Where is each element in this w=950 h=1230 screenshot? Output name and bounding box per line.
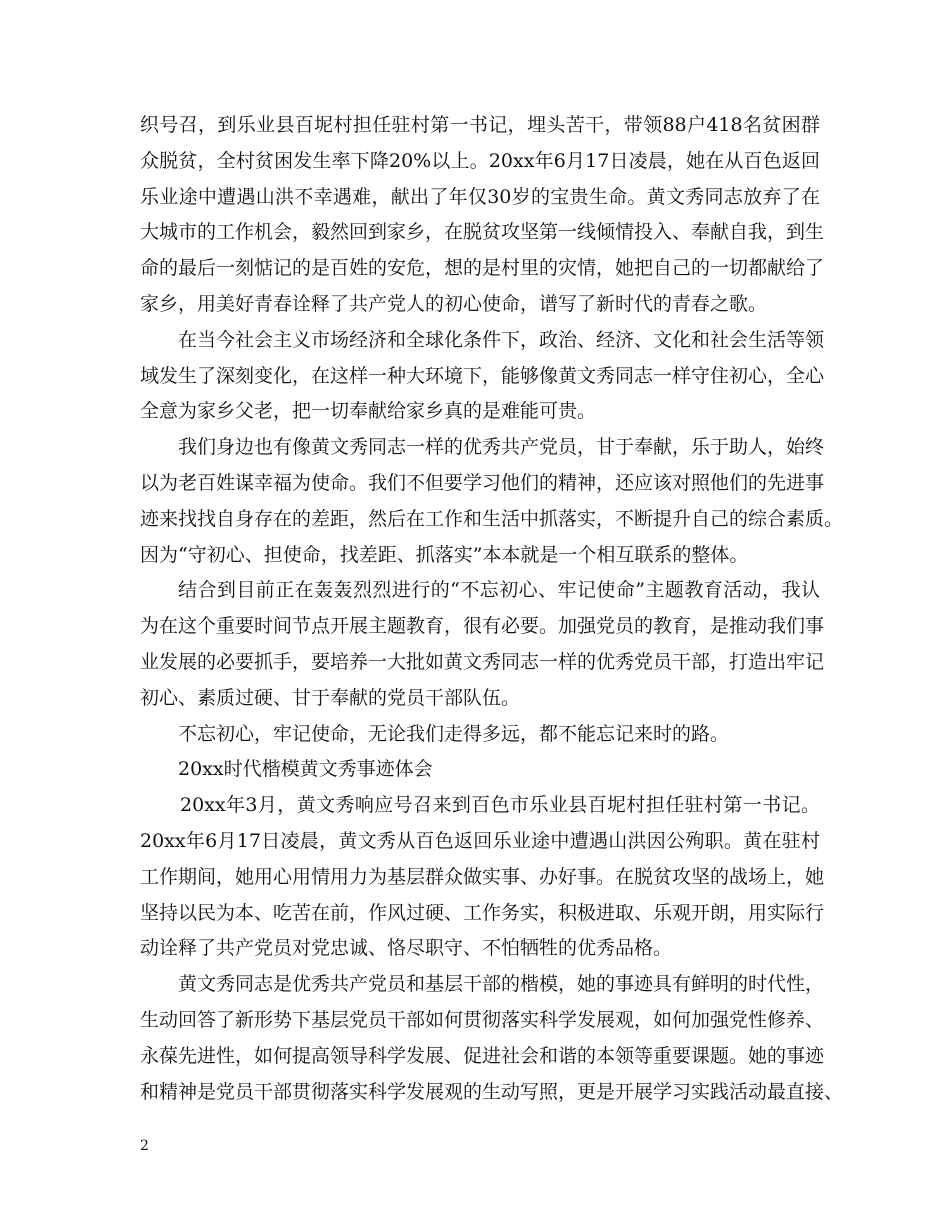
text-line: 永葆先进性，如何提高领导科学发展、促进社会和谐的本领等重要课题。她的事迹: [140, 1044, 825, 1067]
text-line: 我们身边也有像黄文秀同志一样的优秀共产党员，甘于奉献，乐于助人，始终: [178, 436, 825, 459]
text-line: 众脱贫，全村贫困发生率下降20%以上。20xx年6月17日凌晨，她在从百色返回: [140, 149, 820, 172]
page-number: 2: [140, 1138, 149, 1154]
text-line: 业发展的必要抓手，要培养一大批如黄文秀同志一样的优秀党员干部，打造出牢记: [140, 650, 825, 673]
text-line: 黄文秀同志是优秀共产党员和基层干部的楷模，她的事迹具有鲜明的时代性，: [178, 973, 825, 996]
text-line: 命的最后一刻惦记的是百姓的安危，想的是村里的灾情，她把自己的一切都献给了: [140, 257, 825, 280]
text-line: 动诠释了共产党员对党忠诚、恪尽职守、不怕牺牲的优秀品格。: [140, 937, 673, 960]
text-line: 为在这个重要时间节点开展主题教育，很有必要。加强党员的教育，是推动我们事: [140, 615, 825, 638]
text-line: 20xx时代楷模黄文秀事迹体会: [178, 758, 433, 781]
text-line: 结合到目前正在轰轰烈烈进行的“不忘初心、牢记使命”主题教育活动，我认: [178, 579, 820, 602]
text-line: 20xx年6月17日凌晨，黄文秀从百色返回乐业途中遭遇山洪因公殉职。黄在驻村: [140, 829, 820, 852]
text-line: 大城市的工作机会，毅然回到家乡，在脱贫攻坚第一线倾情投入、奉献自我，到生: [140, 221, 825, 244]
text-line: 生动回答了新形势下基层党员干部如何贯彻落实科学发展观，如何加强党性修养、: [140, 1008, 825, 1031]
text-line: 家乡，用美好青春诠释了共产党人的初心使命，谱写了新时代的青春之歌。: [140, 292, 768, 315]
text-line: 不忘初心，牢记使命，无论我们走得多远，都不能忘记来时的路。: [178, 722, 730, 745]
text-line: 初心、素质过硬、甘于奉献的党员干部队伍。: [140, 686, 521, 709]
text-line: 以为老百姓谋幸福为使命。我们不但要学习他们的精神，还应该对照他们的先进事: [140, 471, 825, 494]
text-line: 乐业途中遭遇山洪不幸遇难，献出了年仅30岁的宝贵生命。黄文秀同志放弃了在: [140, 185, 820, 208]
text-line: 迹来找找自身存在的差距，然后在工作和生活中抓落实，不断提升自己的综合素质。: [140, 507, 844, 530]
text-line: 工作期间，她用心用情用力为基层群众做实事、办好事。在脱贫攻坚的战场上，她: [140, 865, 825, 888]
text-line: 和精神是党员干部贯彻落实科学发展观的生动写照，更是开展学习实践活动最直接、: [140, 1080, 844, 1103]
text-line: 因为“守初心、担使命，找差距、抓落实”本本就是一个相互联系的整体。: [140, 543, 749, 566]
document-body: [140, 108, 844, 1110]
text-line: 织号召，到乐业县百坭村担任驻村第一书记，埋头苦干，带领88户418名贫困群: [140, 114, 820, 136]
text-line: 坚持以民为本、吃苦在前，作风过硬、工作务实，积极进取、乐观开朗，用实际行: [140, 901, 825, 924]
text-line: 在当今社会主义市场经济和全球化条件下，政治、经济、文化和社会生活等领: [178, 328, 825, 351]
text-line: 全意为家乡父老，把一切奉献给家乡真的是难能可贵。: [140, 400, 597, 423]
text-line: 域发生了深刻变化，在这样一种大环境下，能够像黄文秀同志一样守住初心，全心: [140, 364, 825, 387]
text-line: 20xx年3月，黄文秀响应号召来到百色市乐业县百坭村担任驻村第一书记。: [180, 794, 820, 817]
